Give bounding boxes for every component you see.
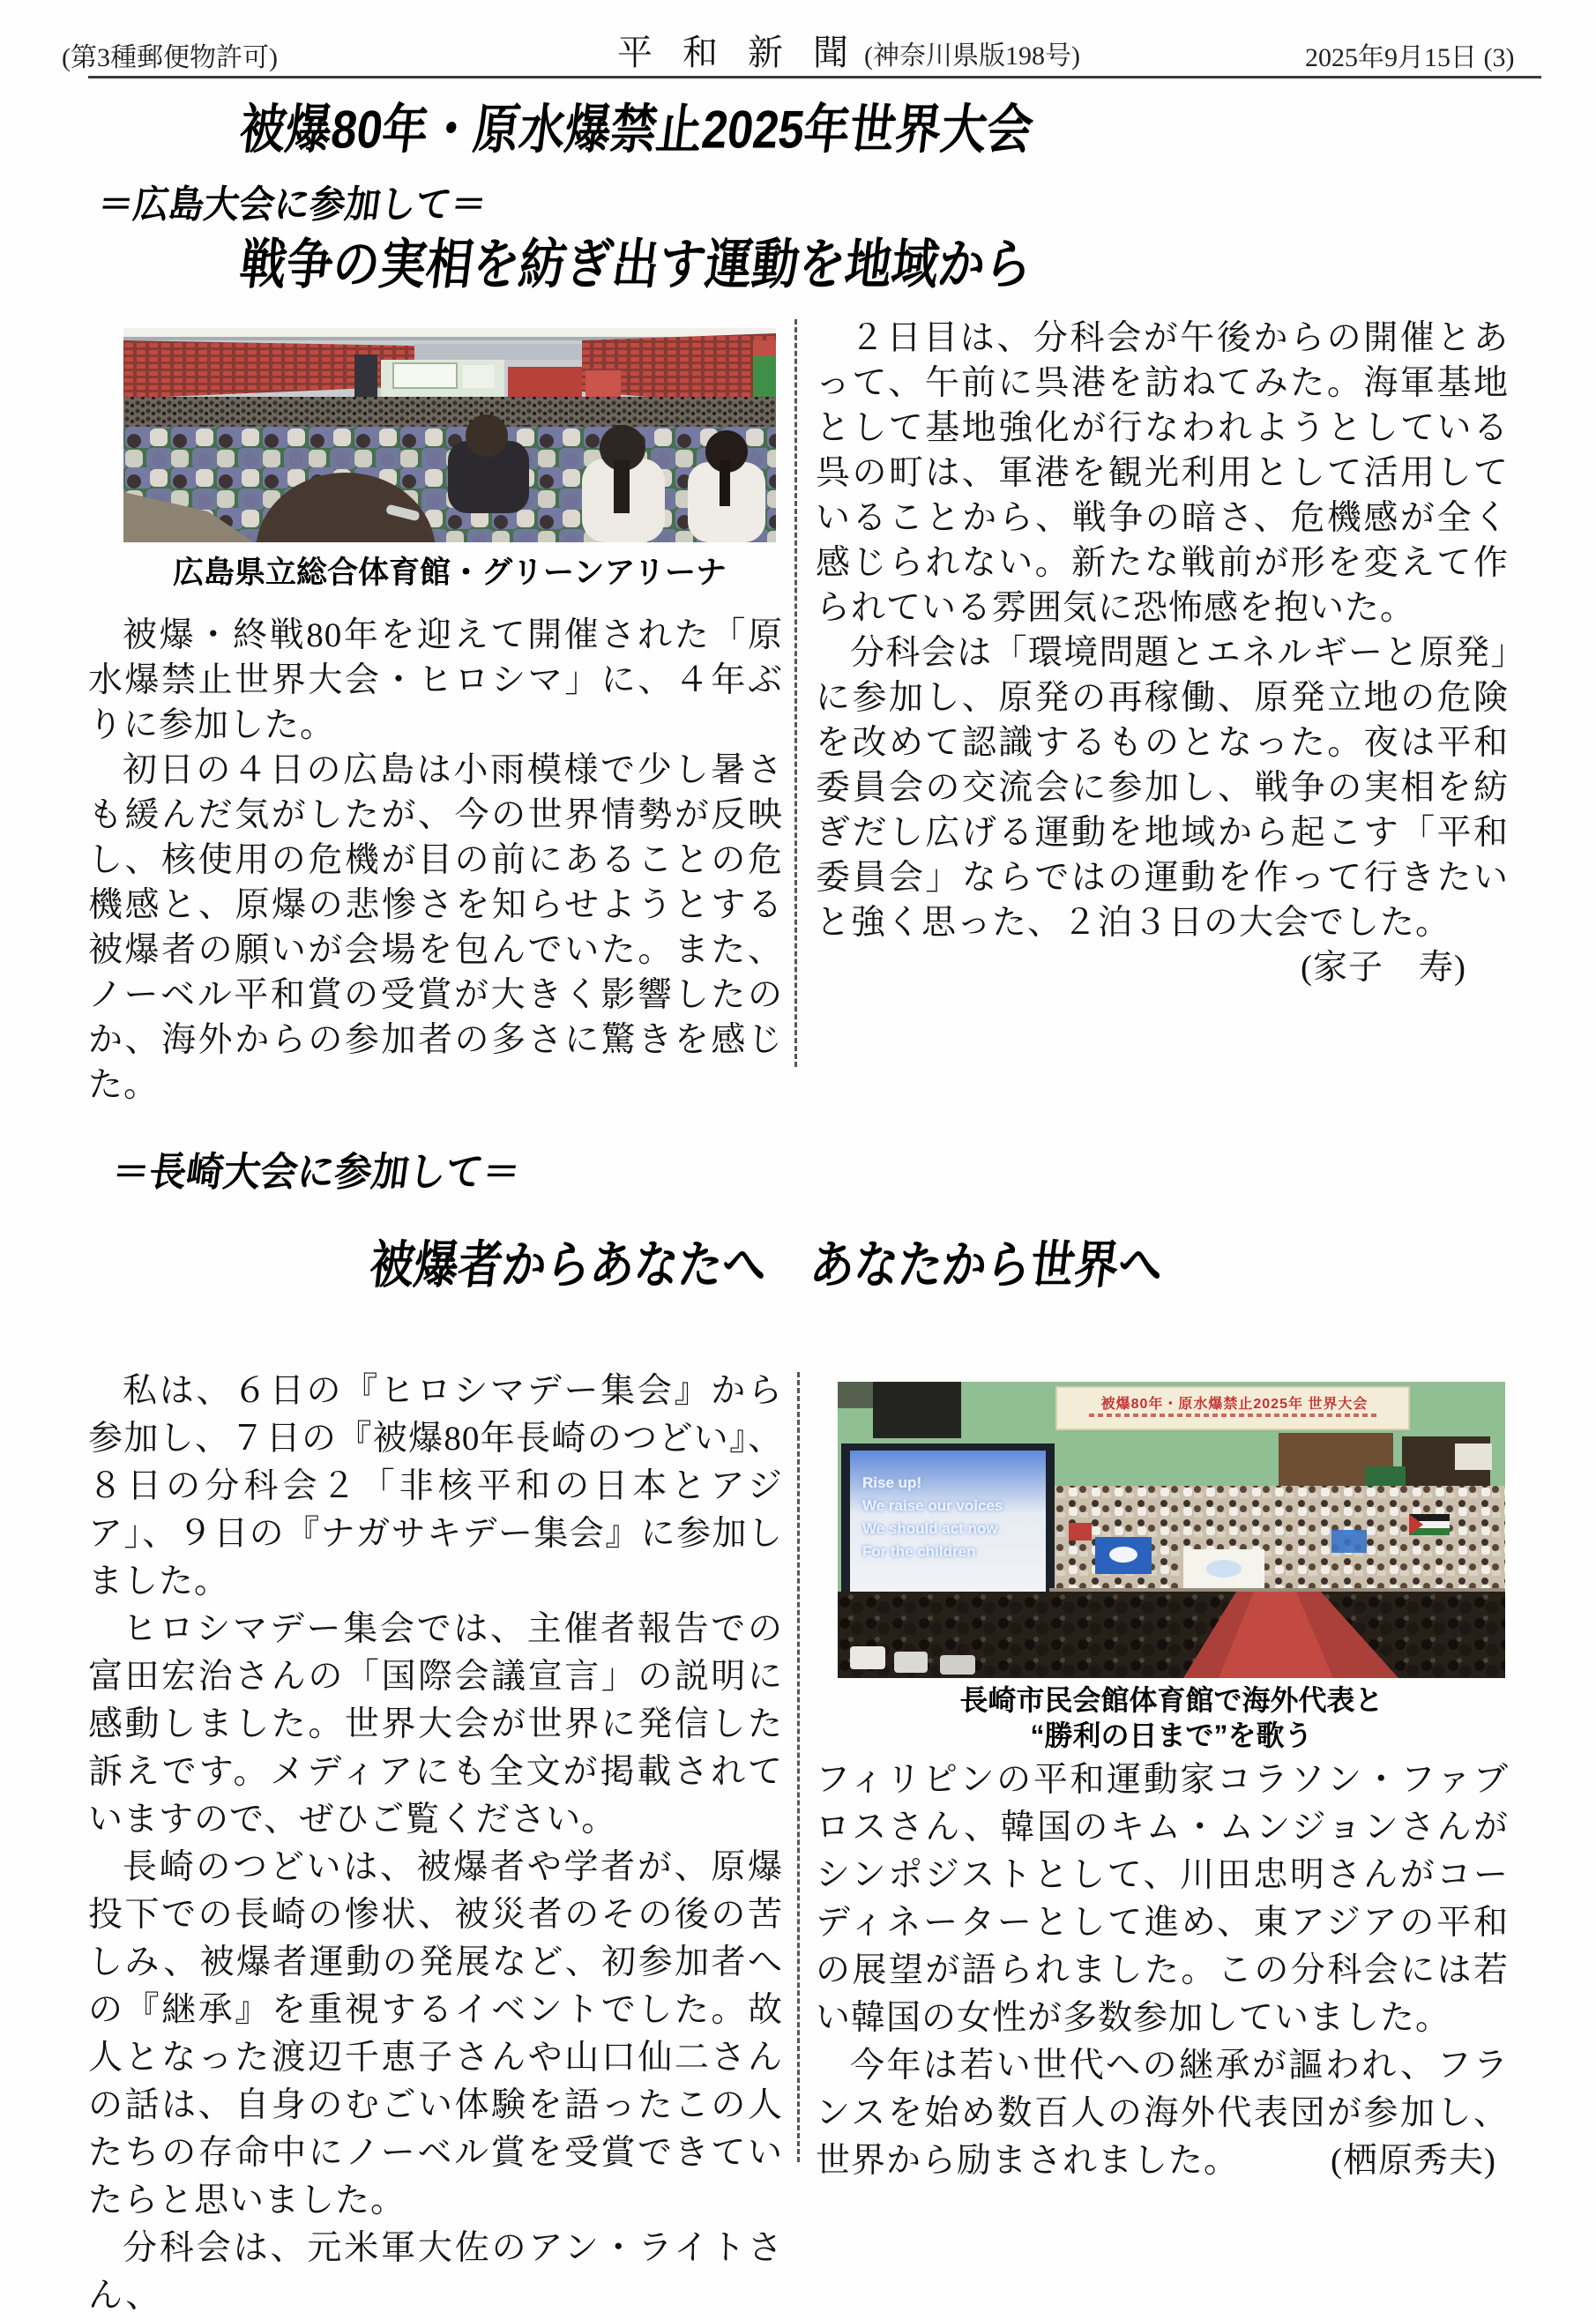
paragraph: 今年は若い世代への継承が謳われ、フランスを始め数百人の海外代表団が参加し、世界から励まされました。	[816, 2047, 1509, 2180]
screen-line: We should act now	[862, 1520, 998, 1537]
photo-hiroshima-arena	[123, 328, 776, 542]
article2-headline: 被爆者からあなたへ あなたから世界へ	[367, 1237, 1167, 1295]
photo1-caption: 広島県立総合体育館・グリーンアリーナ	[173, 556, 727, 590]
postal-permit-note: (第3種郵便物許可)	[62, 43, 278, 72]
paragraph: 私は、６日の『ヒロシマデー集会』から参加し、７日の『被爆80年長崎のつどい』、８日の分科会２「非核平和の日本とアジア」、９日の『ナガサキデー集会』に参加しました。	[88, 1372, 783, 1600]
article1-kicker: ＝広島大会に参加して＝	[95, 183, 489, 227]
paragraph: 分科会は「環境問題とエネルギーと原発」に参加し、原発の再稼働、原発立地の危険を改めて認識するものとなった。夜は平和委員会の交流会に参加し、戦争の実相を紡ぎだし広げる運動を地域から起こす「平和委員会」ならではの運動を作って行きたいと強く思った、２泊３日の大会でした。	[816, 634, 1509, 942]
article1-right-column	[816, 316, 1509, 990]
screen-line: For the children	[862, 1543, 976, 1560]
masthead	[617, 25, 1080, 75]
article2-left-column	[88, 1368, 783, 2320]
photo2-banner-text: 被爆80年・原水爆禁止2025年 世界大会	[1100, 1397, 1369, 1412]
paper-title: 平 和 新 聞	[617, 33, 859, 72]
paragraph: 初日の４日の広島は小雨模様で少し暑さも緩んだ気がしたが、今の世界情勢が反映し、核使用の危機が目の前にあることの危機感と、原爆の悲惨さを知らせようとする被爆者の願いが会場を包んでいた。また、ノーベル平和賞の受賞が大きく影響したのか、海外からの参加者の多さに驚きを感じた。	[88, 751, 783, 1104]
article1-signature: (家子 寿)	[1301, 949, 1466, 987]
paragraph: フィリピンの平和運動家コラソン・ファブロスさん、韓国のキム・ムンジョンさんがシンポジストとして、川田忠明さんがコーディネーターとして進め、東アジアの平和の展望が語られました。この分科会には若い韓国の女性が多数参加していました。	[816, 1761, 1509, 2037]
paragraph: ヒロシマデー集会では、主催者報告での富田宏治さんの「国際会議宣言」の説明に感動しました。世界大会が世界に発信した訴えです。メディアにも全文が掲載されていますので、ぜひご覧ください。	[88, 1610, 783, 1839]
arena-illustration	[123, 328, 776, 542]
photo2-caption	[838, 1682, 1505, 1753]
article1-column-divider	[794, 319, 797, 1067]
photo2-caption-line2: “勝利の日まで”を歌う	[1030, 1719, 1313, 1751]
article2-right-column	[816, 1757, 1509, 2185]
article1-headline-bottom: 戦争の実相を紡ぎ出す運動を地域から	[236, 233, 1036, 295]
photo2-banner-subtext	[1089, 1414, 1380, 1417]
photo-nagasaki-stage	[838, 1382, 1505, 1678]
header-rule	[88, 76, 1541, 78]
screen-line: Rise up!	[862, 1474, 922, 1491]
article2-signature: (栖原秀夫)	[1331, 2142, 1496, 2180]
photo2-caption-line1: 長崎市民会館体育館で海外代表と	[959, 1684, 1383, 1716]
paper-edition: (神奈川県版198号)	[864, 41, 1080, 71]
article1-left-column	[88, 613, 783, 1108]
paragraph: 長崎のつどいは、被爆者や学者が、原爆投下での長崎の惨状、被災者のその後の苦しみ、被爆者運動の発展など、初参加者への『継承』を重視するイベントでした。故人となった渡辺千恵子さんや山口仙二さんの話は、自身のむごい体験を語ったこの人たちの存命中にノーベル賞を受賞できていたらと思いました。	[88, 1848, 783, 2219]
photo2-projection-screen-text	[862, 1472, 1003, 1563]
paragraph: 被爆・終戦80年を迎えて開催された「原水爆禁止世界大会・ヒロシマ」に、４年ぶりに参加した。	[88, 616, 783, 744]
article1-headline-top: 被爆80年・原水爆禁止2025年世界大会	[236, 100, 1037, 160]
screen-line: We raise our voices	[862, 1497, 1003, 1514]
article2-kicker: ＝長崎大会に参加して＝	[109, 1149, 523, 1195]
paragraph: 分科会は、元米軍大佐のアン・ライトさん、	[88, 2229, 783, 2315]
paragraph: ２日目は、分科会が午後からの開催とあって、午前に呉港を訪ねてみた。海軍基地として基地強化が行なわれようとしている呉の町は、軍港を観光利用として活用していることから、戦争の暗さ、危機感が全く感じられない。新たな戦前が形を変えて作られている雰囲気に恐怖感を抱いた。	[816, 319, 1509, 627]
issue-date: 2025年9月15日 (3)	[1305, 43, 1515, 72]
article2-column-divider	[797, 1372, 800, 2162]
